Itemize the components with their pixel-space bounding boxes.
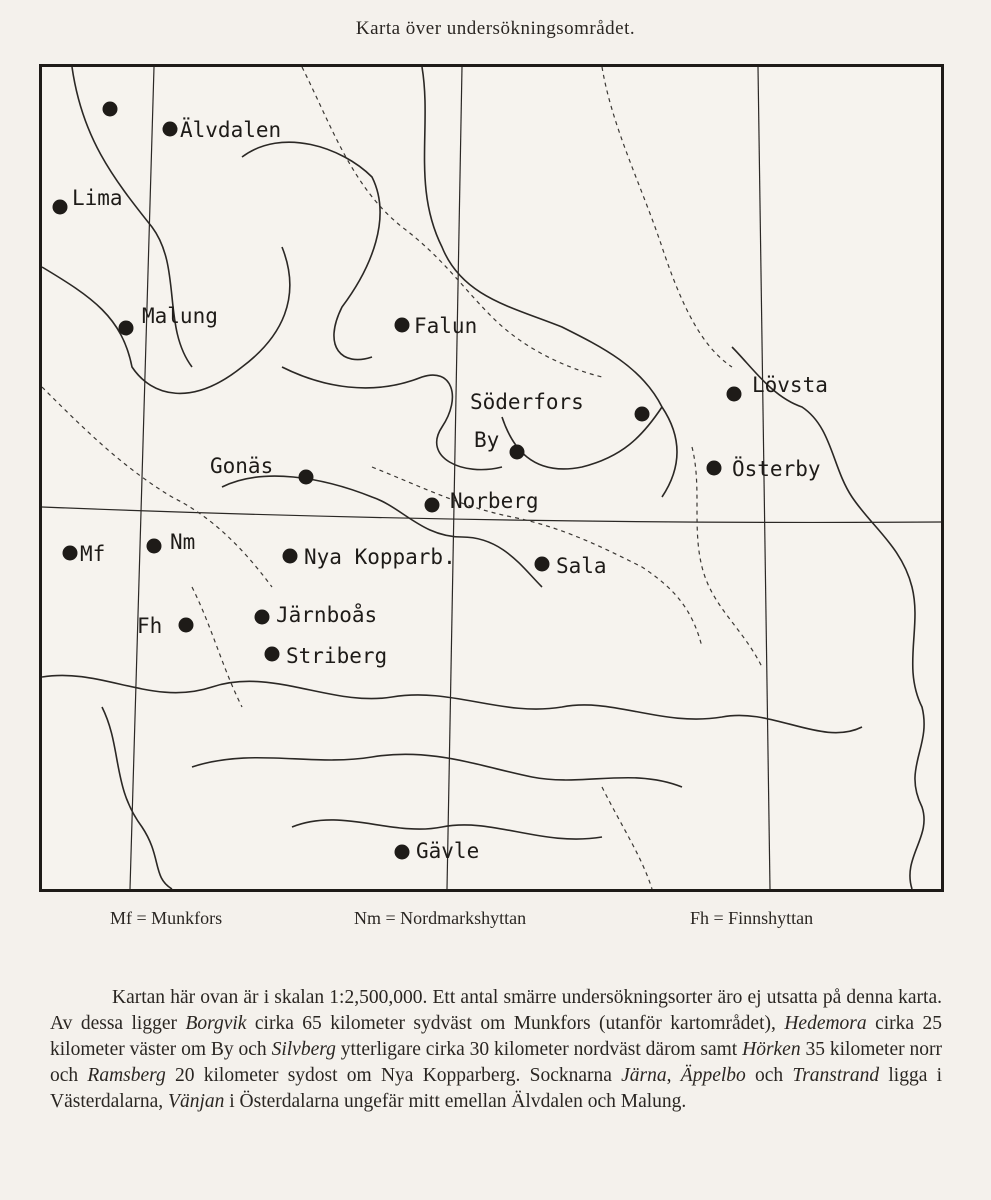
lake-hjalmaren <box>192 754 682 787</box>
caption-text: , <box>666 1065 681 1086</box>
place-sala <box>535 554 607 578</box>
place-gavle <box>395 839 480 863</box>
place-osterby <box>707 456 821 481</box>
caption-text: ligga i Västerdalarna, <box>50 1065 943 1112</box>
border-line <box>602 787 652 889</box>
legend-item-mf: Mf = Munkfors <box>110 908 223 928</box>
place-label: Nya Kopparb. <box>304 545 456 569</box>
place-label: Lövsta <box>752 373 828 397</box>
place-label: Österby <box>732 457 821 481</box>
place-label: Järnboås <box>276 603 378 627</box>
border-line <box>42 387 272 587</box>
river-line <box>292 820 602 839</box>
caption-italic: Borgvik <box>185 1013 247 1034</box>
place-malung <box>119 304 218 336</box>
place-marker-dot <box>425 498 440 513</box>
caption-text: ytterligare cirka 30 kilometer nordväst därom samt <box>335 1039 743 1060</box>
place-label: Gonäs <box>210 454 274 478</box>
place-marker-dot <box>255 610 270 625</box>
place-marker-dot <box>265 647 280 662</box>
place-label: Norberg <box>450 489 539 513</box>
caption-italic: Transtrand <box>792 1065 880 1086</box>
border-line <box>602 67 732 367</box>
place-nya-kopparb <box>283 545 456 569</box>
legend-item-nm: Nm = Nordmarkshyttan <box>354 908 527 928</box>
caption-text: Kartan här ovan är i skalan 1:2,500,000. Ett antal smärre undersökningsorter äro ej utsatta på denna karta. Av dessa ligger <box>50 987 942 1034</box>
place-marker-dot <box>53 200 68 215</box>
meridian-line <box>130 67 154 889</box>
caption-text: 35 kilometer norr och <box>50 1039 942 1086</box>
place-lima <box>53 186 123 215</box>
places-layer <box>53 102 828 864</box>
place-lovsta <box>727 373 828 402</box>
coastline <box>732 347 924 889</box>
place-label: Sala <box>556 554 607 578</box>
place-label: Mf <box>80 542 106 566</box>
map-frame <box>39 64 944 892</box>
place-marker-dot <box>299 470 314 485</box>
place-alvdalen <box>163 117 282 142</box>
caption-text: 20 kilometer sydost om Nya Kopparberg. Socknarna <box>165 1065 622 1086</box>
caption-italic: Äppelbo <box>680 1065 746 1086</box>
river-line <box>102 707 172 889</box>
place-label: Fh <box>137 614 163 638</box>
place-unnamed <box>103 102 118 117</box>
place-marker-dot <box>163 122 178 137</box>
place-marker-dot <box>119 321 134 336</box>
place-mf <box>63 542 106 566</box>
place-marker-dot <box>510 445 525 460</box>
place-marker-dot <box>395 318 410 333</box>
place-marker-dot <box>535 557 550 572</box>
meridian-line <box>447 67 462 889</box>
caption-italic: Ramsberg <box>87 1065 166 1086</box>
caption-italic: Silvberg <box>271 1039 336 1060</box>
place-label: Striberg <box>286 644 388 668</box>
caption-italic: Järna <box>621 1065 667 1086</box>
place-marker-dot <box>103 102 118 117</box>
caption-italic: Vänjan <box>168 1091 225 1112</box>
place-marker-dot <box>63 546 78 561</box>
caption-paragraph <box>50 985 942 1115</box>
map-canvas <box>42 67 941 889</box>
place-label: Söderfors <box>470 390 584 414</box>
place-jarnboas <box>255 602 378 627</box>
page-title: Karta över undersökningsområdet. <box>355 18 636 39</box>
caption-italic: Hedemora <box>784 1013 867 1034</box>
place-marker-dot <box>707 461 722 476</box>
place-soderfors <box>470 390 650 422</box>
place-marker-dot <box>727 387 742 402</box>
place-nm <box>147 530 196 554</box>
place-marker-dot <box>147 539 162 554</box>
place-gonas <box>210 454 314 485</box>
river-line <box>282 367 502 470</box>
place-marker-dot <box>179 618 194 633</box>
caption-text: i Österdalarna ungefär mitt emellan Älvdalen och Malung. <box>224 1091 687 1112</box>
caption-text: cirka 25 kilometer väster om By och <box>50 1013 943 1060</box>
place-label: Gävle <box>416 839 480 863</box>
lake-outline <box>242 142 380 359</box>
border-line <box>192 587 242 707</box>
place-falun <box>395 314 478 338</box>
caption-text: och <box>745 1065 793 1086</box>
place-label: Lima <box>72 186 123 210</box>
place-marker-dot <box>283 549 298 564</box>
legend <box>0 908 991 932</box>
legend-item-fh: Fh = Finnshyttan <box>690 908 814 928</box>
place-label: Falun <box>414 314 478 338</box>
place-marker-dot <box>635 407 650 422</box>
lake-malaren <box>42 675 862 732</box>
caption-italic: Hörken <box>742 1039 801 1060</box>
place-marker-dot <box>395 845 410 860</box>
place-striberg <box>265 644 388 668</box>
place-label: Malung <box>142 304 218 328</box>
place-label: Nm <box>170 530 196 554</box>
place-fh <box>137 614 194 638</box>
place-norberg <box>425 489 539 513</box>
caption-text: cirka 65 kilometer sydväst om Munkfors (utanför kartområdet), <box>246 1013 785 1034</box>
place-label: By <box>474 428 500 452</box>
place-label: Älvdalen <box>180 118 282 142</box>
place-by <box>474 428 525 460</box>
